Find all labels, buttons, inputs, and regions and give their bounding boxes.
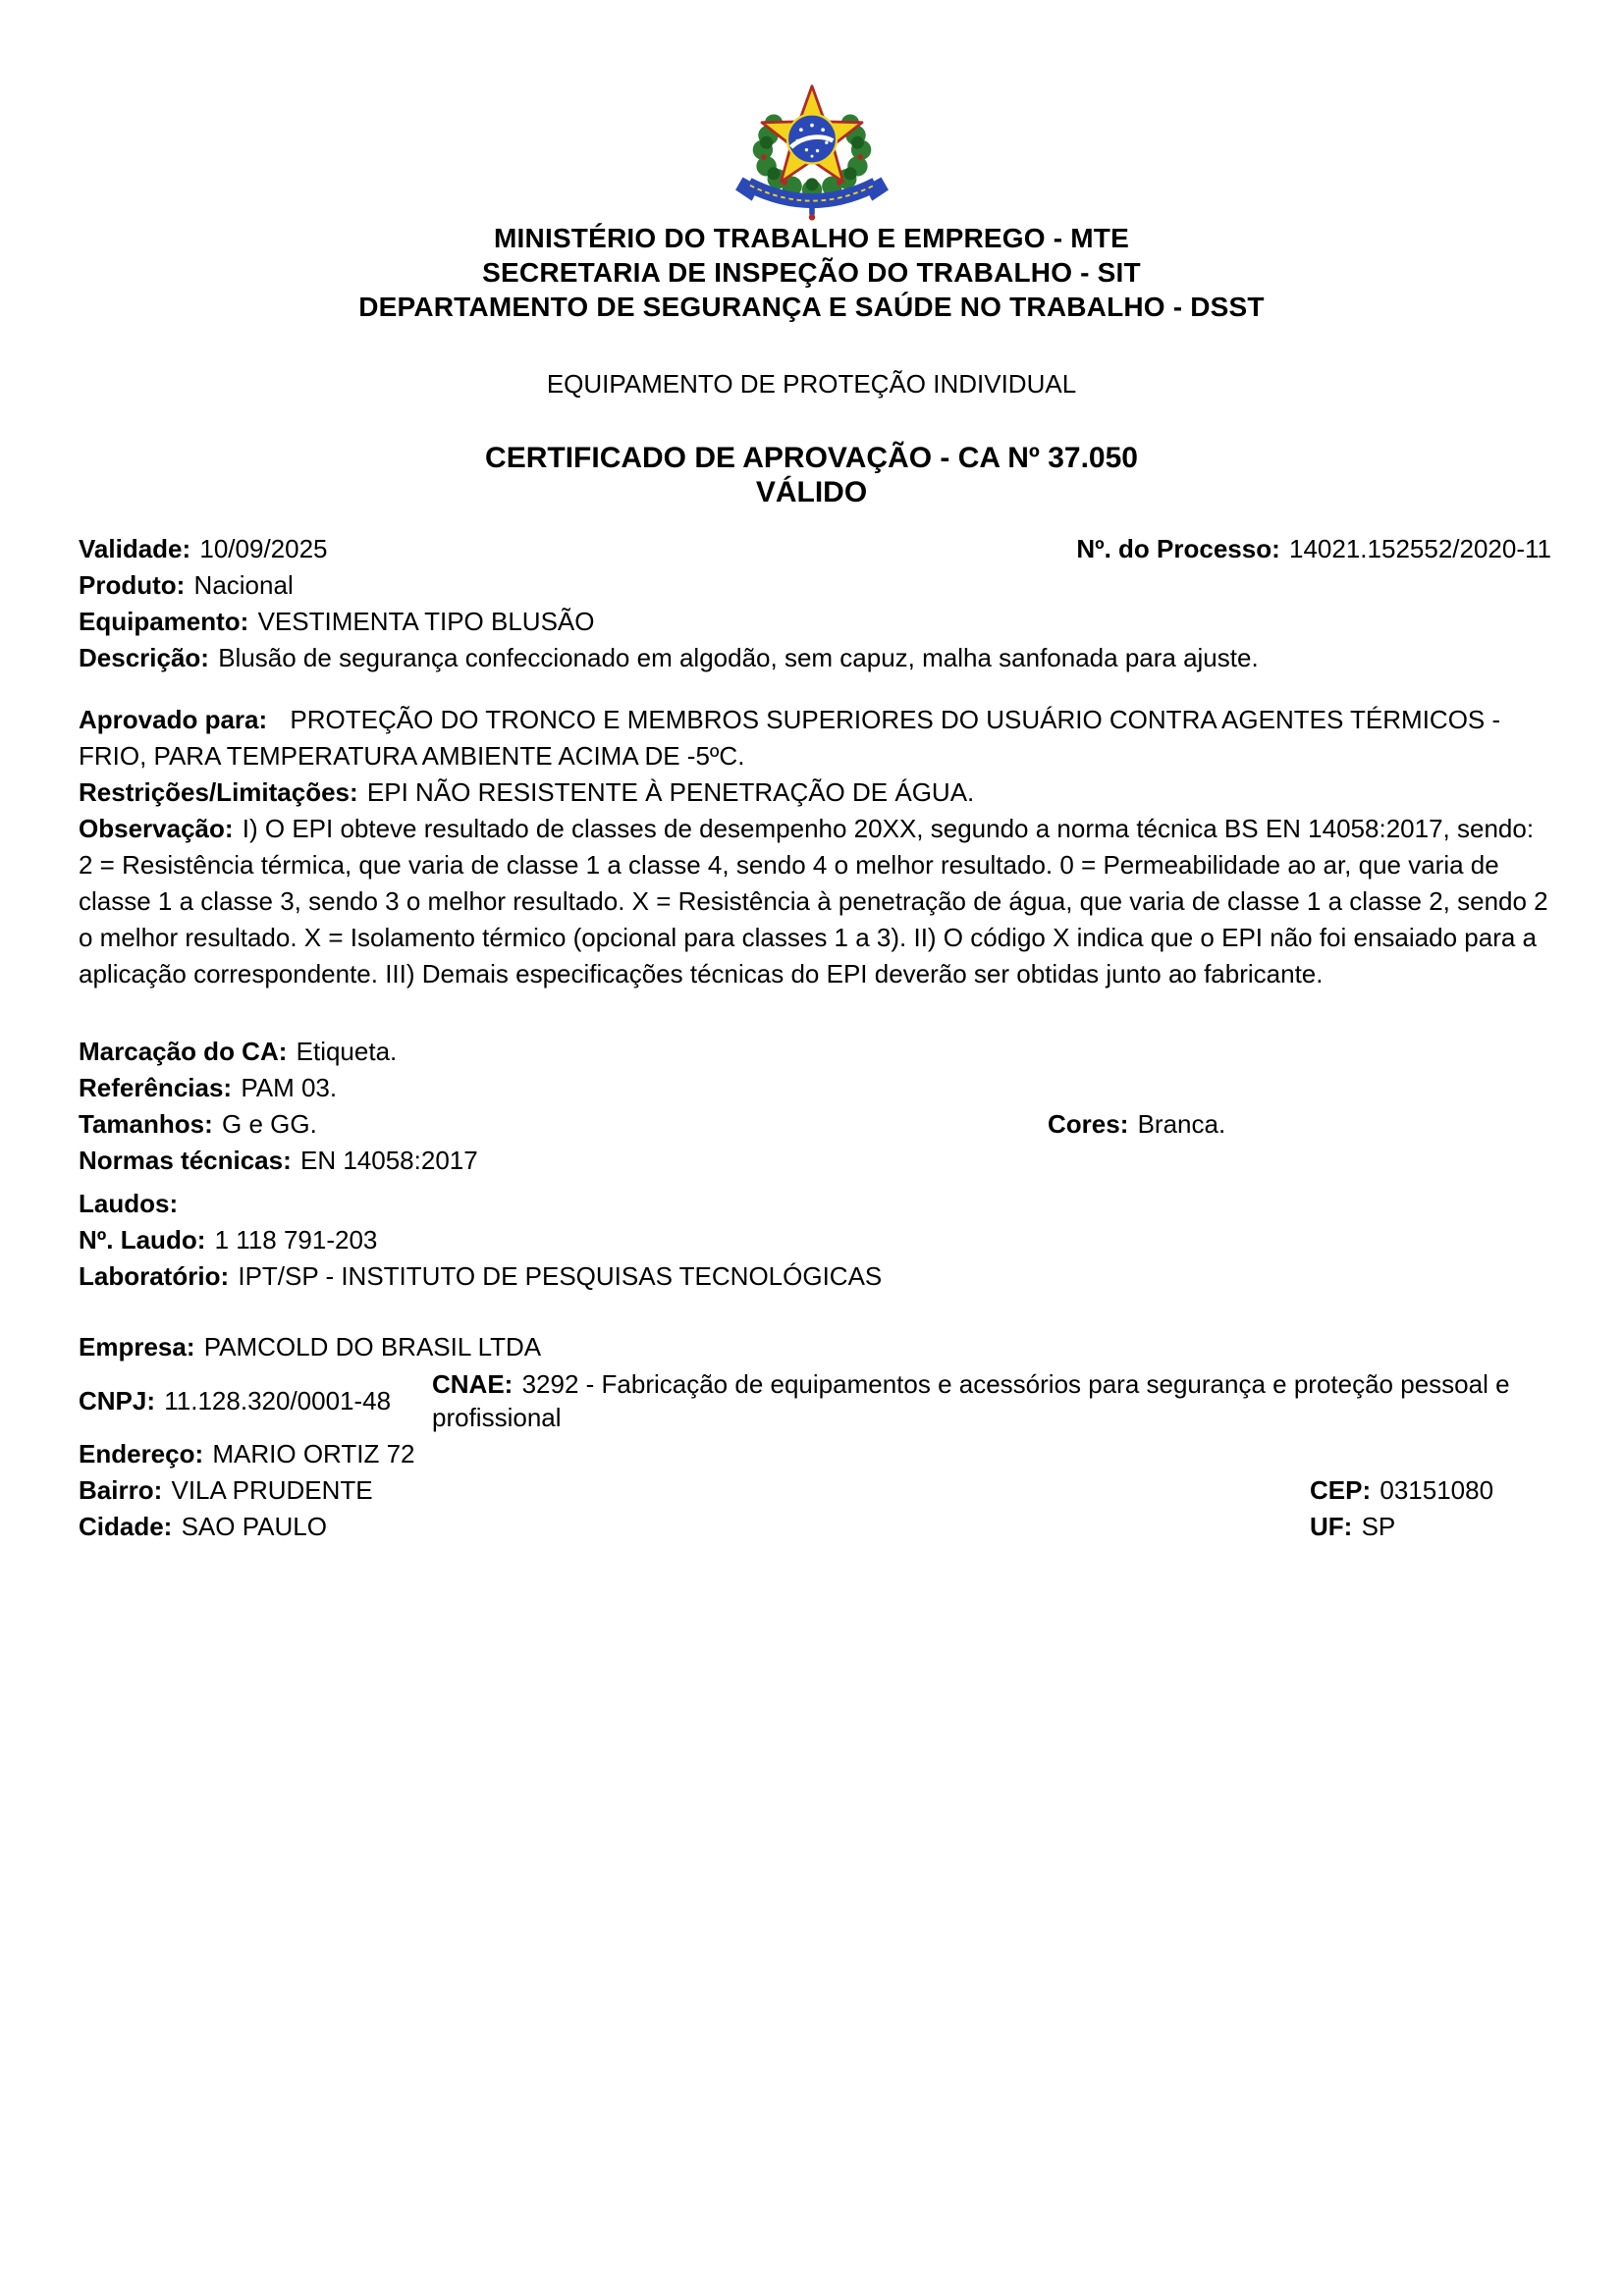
cep-value: 03151080 <box>1380 1475 1494 1505</box>
bairro-label: Bairro: <box>79 1475 163 1505</box>
aprovado-value: PROTEÇÃO DO TRONCO E MEMBROS SUPERIORES DO USUÁRIO CONTRA AGENTES TÉRMICOS - FRIO, PARA TEMPERATURA AMBIENTE ACIMA DE -5ºC. <box>79 705 1501 771</box>
section-empresa <box>79 1329 1551 1545</box>
cores-label: Cores: <box>1048 1109 1129 1139</box>
row-bairro-cep <box>79 1472 1551 1509</box>
equipamento-value: VESTIMENTA TIPO BLUSÃO <box>257 607 595 636</box>
status-valido: VÁLIDO <box>755 476 868 508</box>
section-laudos <box>79 1187 1551 1296</box>
normas-value: EN 14058:2017 <box>300 1146 478 1175</box>
field-uf <box>1310 1509 1395 1545</box>
empresa-value: PAMCOLD DO BRASIL LTDA <box>203 1332 542 1362</box>
field-laboratorio <box>79 1259 1551 1296</box>
row-validade-processo <box>79 531 1551 567</box>
certificate-body <box>79 531 1551 1545</box>
org-line-secretaria: SECRETARIA DE INSPEÇÃO DO TRABALHO - SIT <box>482 257 1141 288</box>
numero-laudo-value: 1 118 791-203 <box>214 1225 378 1255</box>
cnpj-value: 11.128.320/0001-48 <box>164 1385 392 1415</box>
field-equipamento <box>79 604 1551 640</box>
org-line-departamento: DEPARTAMENTO DE SEGURANÇA E SAÚDE NO TRABALHO - DSST <box>358 292 1265 322</box>
laboratorio-label: Laboratório: <box>79 1261 230 1291</box>
title-block <box>0 441 1623 509</box>
tamanhos-label: Tamanhos: <box>79 1109 213 1139</box>
field-cnae <box>432 1367 1512 1434</box>
field-empresa <box>79 1329 1551 1365</box>
referencias-value: PAM 03. <box>241 1073 338 1102</box>
cep-label: CEP: <box>1310 1475 1372 1505</box>
field-cidade <box>79 1512 327 1541</box>
uf-label: UF: <box>1310 1512 1353 1541</box>
bairro-value: VILA PRUDENTE <box>171 1475 373 1505</box>
cidade-value: SAO PAULO <box>181 1512 327 1541</box>
field-marcacao <box>79 1034 1551 1070</box>
field-endereco <box>79 1436 1551 1472</box>
field-processo <box>1076 531 1551 567</box>
field-numero-laudo <box>79 1223 1551 1259</box>
validade-label: Validade: <box>79 534 191 563</box>
field-observacao <box>79 811 1551 992</box>
field-cores <box>1048 1106 1225 1143</box>
field-cnpj <box>79 1383 432 1419</box>
field-bairro <box>79 1475 373 1505</box>
normas-label: Normas técnicas: <box>79 1146 292 1175</box>
numero-laudo-label: Nº. Laudo: <box>79 1225 206 1255</box>
field-validade <box>79 531 328 567</box>
row-cnpj-cnae <box>79 1367 1551 1434</box>
aprovado-label: Aprovado para: <box>79 705 268 734</box>
certificate-title: CERTIFICADO DE APROVAÇÃO - CA Nº 37.050 <box>485 442 1138 474</box>
marcacao-label: Marcação do CA: <box>79 1037 288 1066</box>
field-restricoes <box>79 774 1551 811</box>
field-tamanhos <box>79 1109 317 1139</box>
cidade-label: Cidade: <box>79 1512 173 1541</box>
empresa-label: Empresa: <box>79 1332 195 1362</box>
descricao-label: Descrição: <box>79 643 209 672</box>
validade-value: 10/09/2025 <box>199 534 328 563</box>
processo-value: 14021.152552/2020-11 <box>1289 534 1551 563</box>
laudos-heading <box>79 1187 1551 1223</box>
cnae-value: 3292 - Fabricação de equipamentos e acessórios para segurança e proteção pessoal e profissional <box>432 1369 1510 1432</box>
tamanhos-value: G e GG. <box>222 1109 317 1139</box>
field-aprovado <box>79 702 1551 774</box>
row-tamanhos-cores <box>79 1106 1551 1143</box>
cnae-label: CNAE: <box>432 1369 514 1399</box>
section-aprovacao <box>79 702 1551 992</box>
document-type: EQUIPAMENTO DE PROTEÇÃO INDIVIDUAL <box>546 369 1077 399</box>
field-produto <box>79 567 1551 604</box>
cores-value: Branca. <box>1137 1109 1226 1139</box>
observacao-label: Observação: <box>79 814 234 843</box>
descricao-value: Blusão de segurança confeccionado em algodão, sem capuz, malha sanfonada para ajuste. <box>218 643 1259 672</box>
endereco-label: Endereço: <box>79 1439 204 1468</box>
marcacao-value: Etiqueta. <box>296 1037 398 1066</box>
section-marcacao <box>79 1034 1551 1179</box>
laudos-label: Laudos: <box>79 1189 179 1218</box>
row-cidade-uf <box>79 1509 1551 1545</box>
field-normas <box>79 1143 1551 1179</box>
brazil-coat-of-arms <box>721 82 903 221</box>
restricoes-label: Restrições/Limitações: <box>79 777 358 807</box>
field-descricao <box>79 640 1551 676</box>
laboratorio-value: IPT/SP - INSTITUTO DE PESQUISAS TECNOLÓGICAS <box>238 1261 883 1291</box>
processo-label: Nº. do Processo: <box>1076 534 1280 563</box>
endereco-value: MARIO ORTIZ 72 <box>212 1439 415 1468</box>
referencias-label: Referências: <box>79 1073 233 1102</box>
produto-label: Produto: <box>79 570 186 600</box>
equipamento-label: Equipamento: <box>79 607 249 636</box>
observacao-value: I) O EPI obteve resultado de classes de desempenho 20XX, segundo a norma técnica BS EN 14058:2017, sendo: 2 = Resistência térmica, que varia de classe 1 a classe 4, sendo 4 o melhor resultado. 0 = Permeabilidade ao ar, que varia de classe 1 a classe 3, sendo 3 o melhor resultado. X = Resistência à penetração de água, que varia de classe 1 a classe 2, sendo 2 o melhor resultado. X = Isolamento térmico (opcional para classes 1 a 3). II) O código X indica que o EPI não foi ensaiado para a aplicação correspondente. III) Demais especificações técnicas do EPI deverão ser obtidas junto ao fabricante. <box>79 814 1548 988</box>
restricoes-value: EPI NÃO RESISTENTE À PENETRAÇÃO DE ÁGUA. <box>366 777 975 807</box>
field-cep <box>1310 1472 1493 1509</box>
org-line-ministerio: MINISTÉRIO DO TRABALHO E EMPREGO - MTE <box>494 223 1129 253</box>
produto-value: Nacional <box>193 570 294 600</box>
uf-value: SP <box>1361 1512 1396 1541</box>
field-referencias <box>79 1070 1551 1106</box>
cnpj-label: CNPJ: <box>79 1385 156 1415</box>
header-org-lines <box>0 221 1623 324</box>
